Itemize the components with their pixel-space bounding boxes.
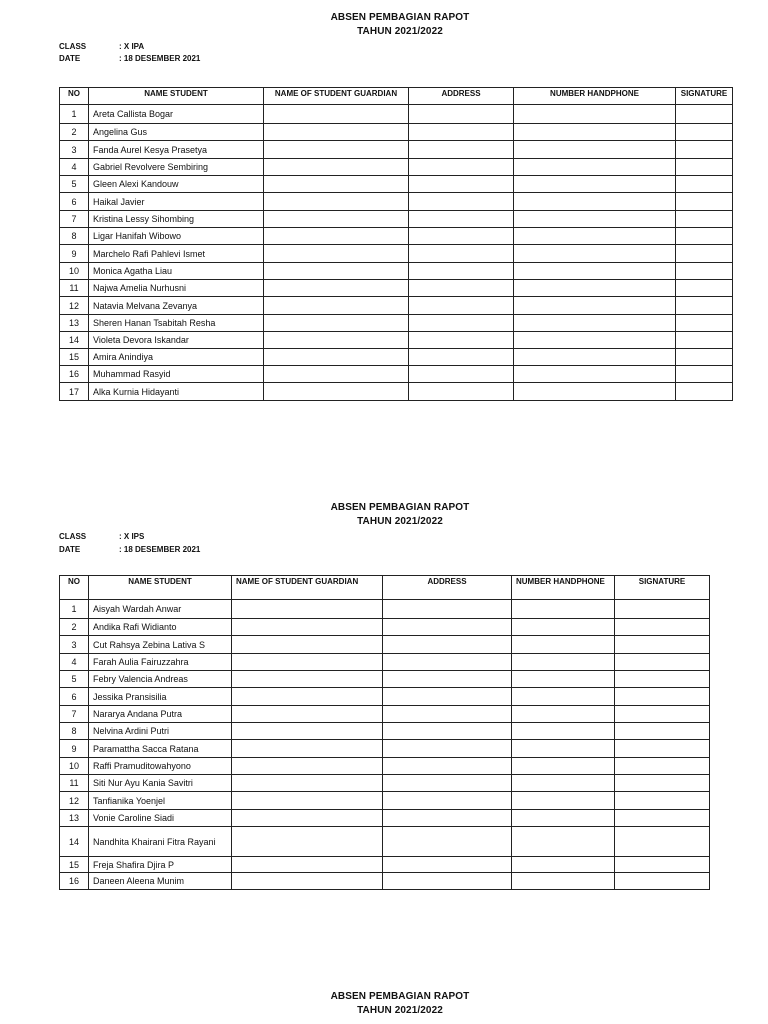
guardian-cell[interactable] xyxy=(232,636,383,654)
guardian-cell[interactable] xyxy=(232,600,383,619)
class-value: : X IPA xyxy=(119,42,145,51)
table-row xyxy=(60,124,733,141)
guardian-cell[interactable] xyxy=(264,105,409,124)
table-row xyxy=(60,827,710,857)
row-number: 9 xyxy=(60,245,89,263)
table-row xyxy=(60,723,710,740)
signature-cell[interactable] xyxy=(615,706,710,723)
handphone-cell[interactable] xyxy=(514,124,676,141)
section2-class-row xyxy=(59,530,144,543)
header-handphone: NUMBER HANDPHONE xyxy=(514,88,676,105)
header-no: NO xyxy=(60,88,89,105)
student-name: Najwa Amelia Nurhusni xyxy=(89,280,264,297)
handphone-cell[interactable] xyxy=(514,297,676,315)
header-guardian: NAME OF STUDENT GUARDIAN xyxy=(232,576,383,600)
table-row xyxy=(60,228,733,245)
address-cell[interactable] xyxy=(383,873,512,890)
table-row xyxy=(60,810,710,827)
row-number: 14 xyxy=(60,827,89,857)
attendance-table-ipa xyxy=(59,87,733,401)
row-number: 15 xyxy=(60,857,89,873)
student-name: Amira Anindiya xyxy=(89,349,264,366)
guardian-cell[interactable] xyxy=(264,124,409,141)
guardian-cell[interactable] xyxy=(232,723,383,740)
row-number: 4 xyxy=(60,654,89,671)
address-cell[interactable] xyxy=(409,193,514,211)
handphone-cell[interactable] xyxy=(514,211,676,228)
student-name: Muhammad Rasyid xyxy=(89,366,264,383)
address-cell[interactable] xyxy=(383,688,512,706)
table-row xyxy=(60,366,733,383)
student-name: Cut Rahsya Zebina Lativa S xyxy=(89,636,232,654)
table-row xyxy=(60,600,710,619)
signature-cell[interactable] xyxy=(676,263,733,280)
table-row xyxy=(60,857,710,873)
guardian-cell[interactable] xyxy=(264,349,409,366)
address-cell[interactable] xyxy=(409,159,514,176)
handphone-cell[interactable] xyxy=(512,792,615,810)
table-header-row xyxy=(60,88,733,105)
student-name: Gleen Alexi Kandouw xyxy=(89,176,264,193)
table-row xyxy=(60,176,733,193)
address-cell[interactable] xyxy=(409,228,514,245)
header-address: ADDRESS xyxy=(409,88,514,105)
table-row xyxy=(60,383,733,401)
student-name: Ligar Hanifah Wibowo xyxy=(89,228,264,245)
row-number: 10 xyxy=(60,758,89,775)
handphone-cell[interactable] xyxy=(512,873,615,890)
handphone-cell[interactable] xyxy=(514,105,676,124)
address-cell[interactable] xyxy=(409,280,514,297)
student-name: Vonie Caroline Siadi xyxy=(89,810,232,827)
header-name-student: NAME STUDENT xyxy=(89,576,232,600)
handphone-cell[interactable] xyxy=(514,383,676,401)
student-name: Monica Agatha Liau xyxy=(89,263,264,280)
handphone-cell[interactable] xyxy=(512,688,615,706)
class-label: CLASS xyxy=(59,42,87,51)
row-number: 13 xyxy=(60,810,89,827)
row-number: 11 xyxy=(60,775,89,792)
row-number: 2 xyxy=(60,619,89,636)
guardian-cell[interactable] xyxy=(264,297,409,315)
table-row xyxy=(60,671,710,688)
signature-cell[interactable] xyxy=(676,228,733,245)
signature-cell[interactable] xyxy=(676,211,733,228)
address-cell[interactable] xyxy=(409,349,514,366)
handphone-cell[interactable] xyxy=(512,619,615,636)
handphone-cell[interactable] xyxy=(512,636,615,654)
table-row xyxy=(60,349,733,366)
guardian-cell[interactable] xyxy=(232,740,383,758)
row-number: 3 xyxy=(60,636,89,654)
guardian-cell[interactable] xyxy=(232,873,383,890)
guardian-cell[interactable] xyxy=(232,792,383,810)
table-header-row xyxy=(60,576,710,600)
guardian-cell[interactable] xyxy=(232,810,383,827)
guardian-cell[interactable] xyxy=(232,619,383,636)
address-cell[interactable] xyxy=(409,297,514,315)
table-row xyxy=(60,758,710,775)
signature-cell[interactable] xyxy=(615,636,710,654)
guardian-cell[interactable] xyxy=(232,758,383,775)
handphone-cell[interactable] xyxy=(514,332,676,349)
student-name: Alka Kurnia Hidayanti xyxy=(89,383,264,401)
guardian-cell[interactable] xyxy=(264,193,409,211)
row-number: 4 xyxy=(60,159,89,176)
date-label: DATE xyxy=(59,54,81,63)
row-number: 16 xyxy=(60,366,89,383)
table-row xyxy=(60,688,710,706)
address-cell[interactable] xyxy=(409,124,514,141)
signature-cell[interactable] xyxy=(676,193,733,211)
student-name: Siti Nur Ayu Kania Savitri xyxy=(89,775,232,792)
signature-cell[interactable] xyxy=(615,619,710,636)
header-name-student: NAME STUDENT xyxy=(89,88,264,105)
handphone-cell[interactable] xyxy=(512,810,615,827)
student-name: Areta Callista Bogar xyxy=(89,105,264,124)
guardian-cell[interactable] xyxy=(232,827,383,857)
guardian-cell[interactable] xyxy=(264,263,409,280)
signature-cell[interactable] xyxy=(615,873,710,890)
row-number: 17 xyxy=(60,383,89,401)
guardian-cell[interactable] xyxy=(264,245,409,263)
table-row xyxy=(60,105,733,124)
student-name: Febry Valencia Andreas xyxy=(89,671,232,688)
row-number: 9 xyxy=(60,740,89,758)
student-name: Haikal Javier xyxy=(89,193,264,211)
signature-cell[interactable] xyxy=(676,383,733,401)
row-number: 5 xyxy=(60,176,89,193)
address-cell[interactable] xyxy=(383,654,512,671)
handphone-cell[interactable] xyxy=(514,315,676,332)
row-number: 2 xyxy=(60,124,89,141)
signature-cell[interactable] xyxy=(615,758,710,775)
handphone-cell[interactable] xyxy=(514,263,676,280)
header-guardian: NAME OF STUDENT GUARDIAN xyxy=(264,88,409,105)
handphone-cell[interactable] xyxy=(514,349,676,366)
address-cell[interactable] xyxy=(409,176,514,193)
date-label: DATE xyxy=(59,545,81,554)
student-name: Sheren Hanan Tsabitah Resha xyxy=(89,315,264,332)
signature-cell[interactable] xyxy=(615,654,710,671)
header-address: ADDRESS xyxy=(383,576,512,600)
guardian-cell[interactable] xyxy=(232,775,383,792)
guardian-cell[interactable] xyxy=(264,383,409,401)
table-row xyxy=(60,332,733,349)
handphone-cell[interactable] xyxy=(512,827,615,857)
handphone-cell[interactable] xyxy=(512,775,615,792)
address-cell[interactable] xyxy=(409,332,514,349)
student-name: Freja Shafira Djira P xyxy=(89,857,232,873)
signature-cell[interactable] xyxy=(676,176,733,193)
student-name: Raffi Pramuditowahyono xyxy=(89,758,232,775)
handphone-cell[interactable] xyxy=(514,193,676,211)
row-number: 1 xyxy=(60,105,89,124)
student-name: Nararya Andana Putra xyxy=(89,706,232,723)
student-name: Kristina Lessy Sihombing xyxy=(89,211,264,228)
address-cell[interactable] xyxy=(409,315,514,332)
student-name: Paramattha Sacca Ratana xyxy=(89,740,232,758)
table-row xyxy=(60,280,733,297)
row-number: 14 xyxy=(60,332,89,349)
handphone-cell[interactable] xyxy=(512,723,615,740)
table-row xyxy=(60,636,710,654)
table-row xyxy=(60,193,733,211)
signature-cell[interactable] xyxy=(676,124,733,141)
student-name: Gabriel Revolvere Sembiring xyxy=(89,159,264,176)
row-number: 10 xyxy=(60,263,89,280)
signature-cell[interactable] xyxy=(615,810,710,827)
signature-cell[interactable] xyxy=(615,827,710,857)
handphone-cell[interactable] xyxy=(512,857,615,873)
signature-cell[interactable] xyxy=(615,688,710,706)
address-cell[interactable] xyxy=(383,619,512,636)
date-value: : 18 DESEMBER 2021 xyxy=(119,54,201,63)
address-cell[interactable] xyxy=(383,636,512,654)
address-cell[interactable] xyxy=(383,671,512,688)
address-cell[interactable] xyxy=(409,245,514,263)
guardian-cell[interactable] xyxy=(264,211,409,228)
row-number: 12 xyxy=(60,792,89,810)
header-signature: SIGNATURE xyxy=(676,88,733,105)
signature-cell[interactable] xyxy=(676,245,733,263)
signature-cell[interactable] xyxy=(676,349,733,366)
table-row xyxy=(60,141,733,159)
row-number: 6 xyxy=(60,193,89,211)
signature-cell[interactable] xyxy=(676,297,733,315)
address-cell[interactable] xyxy=(409,383,514,401)
row-number: 15 xyxy=(60,349,89,366)
guardian-cell[interactable] xyxy=(264,332,409,349)
address-cell[interactable] xyxy=(383,723,512,740)
student-name: Daneen Aleena Munim xyxy=(89,873,232,890)
signature-cell[interactable] xyxy=(615,600,710,619)
table-row xyxy=(60,159,733,176)
row-number: 13 xyxy=(60,315,89,332)
guardian-cell[interactable] xyxy=(232,857,383,873)
table-row xyxy=(60,740,710,758)
signature-cell[interactable] xyxy=(676,280,733,297)
student-name: Angelina Gus xyxy=(89,124,264,141)
guardian-cell[interactable] xyxy=(232,671,383,688)
class-label: CLASS xyxy=(59,532,87,541)
handphone-cell[interactable] xyxy=(514,159,676,176)
student-name: Andika Rafi Widianto xyxy=(89,619,232,636)
handphone-cell[interactable] xyxy=(514,366,676,383)
address-cell[interactable] xyxy=(383,758,512,775)
signature-cell[interactable] xyxy=(615,792,710,810)
guardian-cell[interactable] xyxy=(264,315,409,332)
table-row xyxy=(60,873,710,890)
table-row xyxy=(60,792,710,810)
signature-cell[interactable] xyxy=(676,315,733,332)
row-number: 6 xyxy=(60,688,89,706)
section2-date-row xyxy=(59,543,200,556)
row-number: 7 xyxy=(60,211,89,228)
address-cell[interactable] xyxy=(383,740,512,758)
signature-cell[interactable] xyxy=(615,723,710,740)
table-row xyxy=(60,245,733,263)
header-handphone: NUMBER HANDPHONE xyxy=(512,576,615,600)
row-number: 3 xyxy=(60,141,89,159)
row-number: 8 xyxy=(60,228,89,245)
address-cell[interactable] xyxy=(383,827,512,857)
signature-cell[interactable] xyxy=(676,141,733,159)
handphone-cell[interactable] xyxy=(512,758,615,775)
table-row xyxy=(60,706,710,723)
address-cell[interactable] xyxy=(409,141,514,159)
student-name: Violeta Devora Iskandar xyxy=(89,332,264,349)
signature-cell[interactable] xyxy=(676,332,733,349)
guardian-cell[interactable] xyxy=(264,159,409,176)
signature-cell[interactable] xyxy=(615,857,710,873)
student-name: Nelvina Ardini Putri xyxy=(89,723,232,740)
section3-title-line2: TAHUN 2021/2022 xyxy=(357,1005,443,1016)
table-row xyxy=(60,263,733,280)
row-number: 5 xyxy=(60,671,89,688)
student-name: Farah Aulia Fairuzzahra xyxy=(89,654,232,671)
student-name: Aisyah Wardah Anwar xyxy=(89,600,232,619)
guardian-cell[interactable] xyxy=(264,141,409,159)
table-row xyxy=(60,211,733,228)
guardian-cell[interactable] xyxy=(264,366,409,383)
student-name: Natavia Melvana Zevanya xyxy=(89,297,264,315)
table-row xyxy=(60,654,710,671)
date-value: : 18 DESEMBER 2021 xyxy=(119,545,201,554)
address-cell[interactable] xyxy=(383,775,512,792)
signature-cell[interactable] xyxy=(676,366,733,383)
header-signature: SIGNATURE xyxy=(615,576,710,600)
table-row xyxy=(60,619,710,636)
address-cell[interactable] xyxy=(409,105,514,124)
guardian-cell[interactable] xyxy=(232,688,383,706)
section2-title-line2: TAHUN 2021/2022 xyxy=(357,516,443,527)
address-cell[interactable] xyxy=(409,211,514,228)
address-cell[interactable] xyxy=(383,810,512,827)
row-number: 8 xyxy=(60,723,89,740)
signature-cell[interactable] xyxy=(615,775,710,792)
handphone-cell[interactable] xyxy=(514,245,676,263)
address-cell[interactable] xyxy=(409,263,514,280)
address-cell[interactable] xyxy=(383,706,512,723)
student-name: Nandhita Khairani Fitra Rayani xyxy=(89,827,232,857)
signature-cell[interactable] xyxy=(676,159,733,176)
address-cell[interactable] xyxy=(383,857,512,873)
address-cell[interactable] xyxy=(409,366,514,383)
handphone-cell[interactable] xyxy=(514,280,676,297)
guardian-cell[interactable] xyxy=(232,654,383,671)
address-cell[interactable] xyxy=(383,792,512,810)
handphone-cell[interactable] xyxy=(514,176,676,193)
student-name: Jessika Pransisilia xyxy=(89,688,232,706)
handphone-cell[interactable] xyxy=(512,706,615,723)
handphone-cell[interactable] xyxy=(512,740,615,758)
handphone-cell[interactable] xyxy=(514,141,676,159)
row-number: 16 xyxy=(60,873,89,890)
row-number: 12 xyxy=(60,297,89,315)
signature-cell[interactable] xyxy=(615,671,710,688)
handphone-cell[interactable] xyxy=(514,228,676,245)
handphone-cell[interactable] xyxy=(512,671,615,688)
handphone-cell[interactable] xyxy=(512,600,615,619)
address-cell[interactable] xyxy=(383,600,512,619)
attendance-table-ips xyxy=(59,575,710,890)
student-name: Marchelo Rafi Pahlevi Ismet xyxy=(89,245,264,263)
table-row xyxy=(60,775,710,792)
guardian-cell[interactable] xyxy=(264,280,409,297)
row-number: 7 xyxy=(60,706,89,723)
guardian-cell[interactable] xyxy=(232,706,383,723)
section1-title-line2: TAHUN 2021/2022 xyxy=(357,26,443,37)
guardian-cell[interactable] xyxy=(264,228,409,245)
row-number: 11 xyxy=(60,280,89,297)
signature-cell[interactable] xyxy=(615,740,710,758)
section3-title-line1: ABSEN PEMBAGIAN RAPOT xyxy=(330,991,470,1002)
student-name: Fanda Aurel Kesya Prasetya xyxy=(89,141,264,159)
section1-date-row xyxy=(59,52,200,65)
section2-title-line1: ABSEN PEMBAGIAN RAPOT xyxy=(330,502,470,513)
guardian-cell[interactable] xyxy=(264,176,409,193)
section1-title-line1: ABSEN PEMBAGIAN RAPOT xyxy=(330,12,470,23)
signature-cell[interactable] xyxy=(676,105,733,124)
class-value: : X IPS xyxy=(119,532,145,541)
row-number: 1 xyxy=(60,600,89,619)
table-row xyxy=(60,315,733,332)
header-no: NO xyxy=(60,576,89,600)
table-row xyxy=(60,297,733,315)
handphone-cell[interactable] xyxy=(512,654,615,671)
student-name: Tanfianika Yoenjel xyxy=(89,792,232,810)
